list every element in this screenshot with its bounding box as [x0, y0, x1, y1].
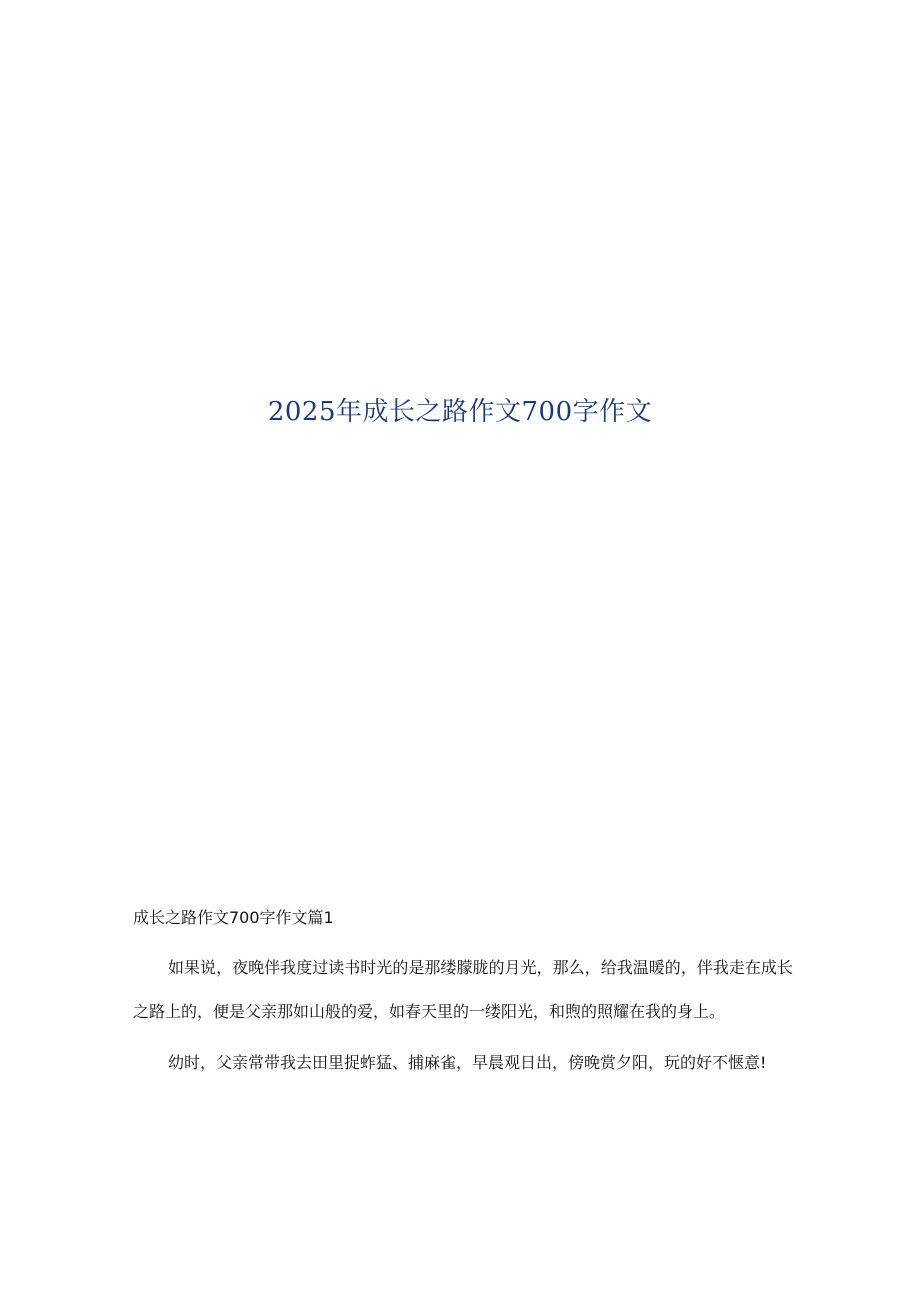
- section-heading: 成长之路作文700字作文篇1: [133, 908, 334, 927]
- document-title: 2025年成长之路作文700字作文: [267, 397, 653, 427]
- paragraph-1: 如果说，夜晚伴我度过读书时光的是那缕朦胧的月光，那么，给我温暖的，伴我走在成长之路上的，便是父亲那如山般的爱，如春天里的一缕阳光，和煦的照耀在我的身上。: [133, 958, 793, 1021]
- paragraph-2: 幼时，父亲常带我去田里捉蚱猛、捕麻雀，早晨观日出，傍晚赏夕阳，玩的好不惬意!: [168, 1053, 767, 1072]
